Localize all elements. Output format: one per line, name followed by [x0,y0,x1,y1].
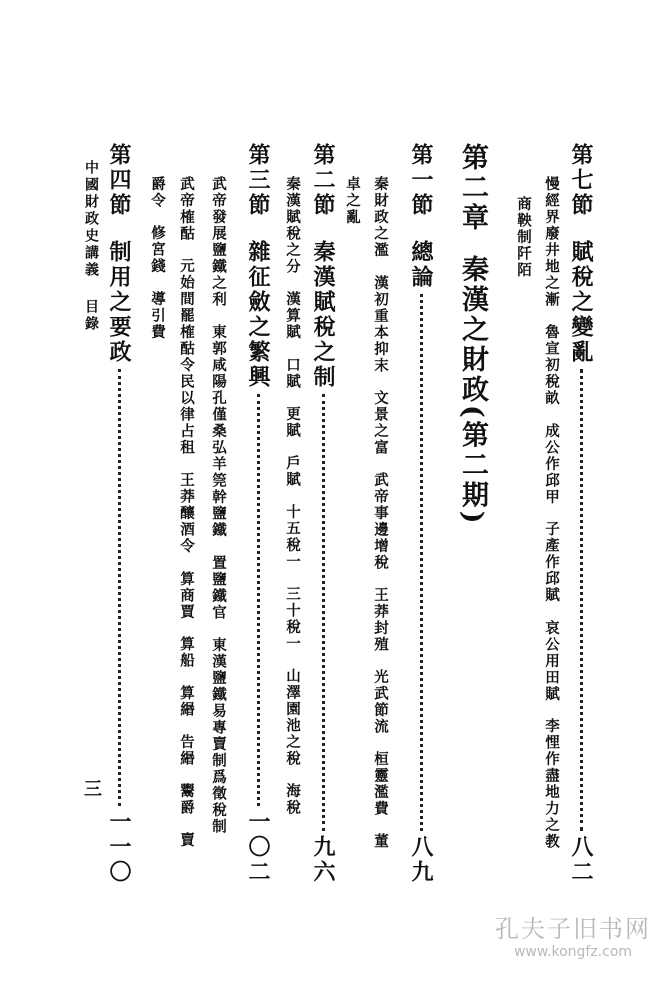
chapter-heading[interactable] [453,143,492,527]
toc-subline [208,176,229,851]
subtopic: 十五稅一 [284,503,301,570]
page-number: 八二 [568,835,594,885]
dot-leader [322,394,325,831]
toc-entry-section-1[interactable] [406,143,437,885]
subtopic: 武帝榷酤 [178,176,195,242]
subtopic: 山澤園池之稅 [284,667,301,767]
subtopic: 三十稅一 [284,585,301,652]
toc-entry-section-2[interactable] [308,143,339,885]
section-title: 總論 [408,240,434,290]
folio: 三 [81,779,102,800]
watermark-url: www.kongfz.com [513,944,633,960]
subtopic: 戶賦 [284,454,301,488]
watermark [495,909,651,960]
dot-leader [420,294,423,831]
toc-subline [147,176,168,356]
toc-subline [370,176,391,865]
page-number: 一〇二 [245,810,271,885]
dot-leader [580,369,583,831]
dot-leader [118,369,121,806]
subtopic: 武帝發展鹽鐵之利 [210,176,227,308]
subtopic: 導引費 [149,290,166,340]
subtopic: 武帝事邊增稅 [372,471,389,571]
subtopic: 文景之富 [372,389,389,456]
subtopic: 李悝作盡地力之教 [543,718,560,850]
subtopic: 修宮錢 [149,225,166,275]
page-number: 一一〇 [106,810,132,885]
chapter-title: 秦漢之財政(第二期) [457,255,488,527]
subtopic: 卓之亂 [344,176,361,226]
subtopic: 王莽釀酒令 [178,472,195,555]
page-footer [78,160,104,800]
subtopic: 算緡 [178,685,195,718]
subtopic: 魯宣初稅畝 [543,324,560,407]
subtopic: 哀公用田賦 [543,619,560,702]
section-label: 第四節 [106,143,132,218]
section-title: 秦漢賦稅之制 [310,240,336,390]
subtopic: 成公作邱甲 [543,422,560,505]
subtopic: 子產作邱賦 [543,521,560,604]
toc-entry-section-7[interactable] [566,143,597,885]
toc-subline [176,176,197,865]
page-number: 八九 [408,835,434,885]
toc-entry-section-4[interactable] [104,143,135,885]
subtopic: 口賦 [284,356,301,390]
subtopic: 海稅 [284,782,301,816]
section-label: 第二節 [310,143,336,218]
section-label: 第七節 [568,143,594,218]
subtopic: 算船 [178,636,195,669]
section-title: 制用之要政 [106,240,132,365]
subtopic: 王莽封殖 [372,586,389,653]
subtopic: 秦漢賦稅之分 [284,176,301,275]
section-label: 第三節 [245,143,271,218]
subtopic: 東郭咸陽孔僅桑弘羊筦幹鹽鐵 [210,324,227,539]
subtopic: 董 [372,832,389,849]
section-title: 雜征斂之繁興 [245,240,271,390]
subtopic: 更賦 [284,405,301,439]
part-title: 目錄 [83,299,99,333]
subtopic: 爵令 [149,176,166,209]
subtopic: 漢算賦 [284,291,301,341]
toc-entry-section-3[interactable] [243,143,274,885]
page-number: 九六 [310,835,336,885]
subtopic: 東漢鹽鐵易專賣制爲徵稅制 [210,636,227,835]
toc-subline [342,176,363,242]
subtopic: 桓靈濫費 [372,750,389,817]
toc-subline [513,196,534,295]
subtopic: 告緡 [178,734,195,767]
subtopic: 秦財政之濫 [372,176,389,259]
subtopic: 鬻爵 [178,783,195,816]
subtopic: 商鞅制阡陌 [515,196,532,279]
toc-subline [282,176,303,832]
section-title: 賦稅之變亂 [568,240,594,365]
subtopic: 元始間罷榷酤令民以律占租 [178,258,195,456]
subtopic: 置鹽鐵官 [210,554,227,621]
dot-leader [257,394,260,806]
book-title: 中國財政史講義 [83,160,99,279]
subtopic: 算商賈 [178,570,195,620]
watermark-name: 孔夫子旧书网 [495,915,651,943]
toc-subline [541,176,562,866]
subtopic: 光武節流 [372,668,389,735]
subtopic: 漢初重本抑末 [372,274,389,374]
subtopic: 慢經界廢井地之漸 [543,176,560,308]
section-label: 第一節 [408,143,434,218]
chapter-label: 第二章 [457,143,488,233]
subtopic: 賣 [178,832,195,849]
